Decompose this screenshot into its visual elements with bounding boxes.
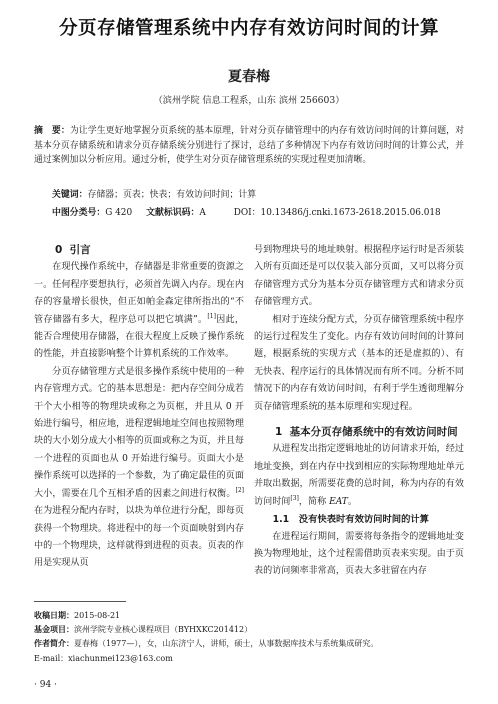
keywords: [52, 187, 256, 200]
paragraph-text: 从进程发出指定逻辑地址的访问请求开始，经过地址变换，到在内存中找到相应的实际物理地址单元并取出数据，所需要花费的总时间，称为内存的有效访问时间: [254, 444, 464, 507]
footnote-label: 基金项目：: [34, 625, 74, 635]
author-email: E-mail：xiachunmei123@163.com: [34, 653, 173, 663]
doi: DOI：10.13486/j.cnki.1673-2618.2015.06.018: [233, 208, 441, 218]
citation: [2]: [235, 486, 244, 494]
footnote-text: 夏春梅（1977—），女，山东济宁人，讲师，硕士，从事数据库技术与系统集成研究。: [74, 639, 379, 649]
doc-code-label: 文献标识码：: [146, 208, 200, 218]
section-number: 1: [275, 426, 283, 439]
doc-code: A: [199, 208, 206, 218]
right-column: [254, 242, 464, 581]
fund-info: [34, 623, 464, 637]
footnote-text: 滨州学院专业核心课程项目（BYHXKC201412）: [74, 625, 253, 635]
author-name: 夏春梅: [228, 69, 270, 85]
section-heading-1: [254, 424, 464, 441]
eat-symbol: EAT: [329, 496, 348, 507]
footnote-label: 作者简介：: [34, 639, 74, 649]
paragraph-text: 。: [347, 496, 357, 507]
keywords-label: 关键词：: [52, 190, 88, 200]
paragraph-text: 在为进程分配内存时，以块为单位进行分配，即每页获得一个物理块。将进程中的每一个页面映射到内存中的一个物理块，这样就得到进程的页表。页表的作用是实现从页: [34, 506, 244, 569]
page-number: · 94 ·: [34, 680, 57, 690]
received-date: [34, 609, 464, 623]
section-title: 基本分页存储系统中的有效访问时间: [289, 426, 458, 439]
footnote-divider: [34, 601, 126, 602]
classification-line: [52, 205, 441, 218]
paragraph-text: 因此，能否合理使用存储器，在很大程度上反映了操作系统的性能，并直接影响整个计算机系统的工作效率。: [34, 314, 244, 360]
paragraph: [34, 364, 244, 573]
section-number: 0: [55, 244, 63, 256]
paragraph: 相对于连续分配方式，分页存储管理系统中程序的运行过程发生了变化。内存有效访问时间的计算问题，根据系统的实现方式（基本的还是虚拟的）、有无快表、程序运行的具体情况而有所不同。分析不同情况下的内存有效访问时间，有利于学生透彻理解分页存储管理系统的基本原理和实现过程。: [254, 314, 464, 412]
subsection-number: 1.1: [272, 514, 290, 526]
left-column: [34, 242, 244, 573]
keywords-text: 存储器；页表；快表；有效访问时间；计算: [87, 190, 257, 200]
citation: [3]: [290, 494, 299, 502]
abstract-label: 摘 要：: [34, 126, 70, 136]
abstract: [34, 124, 464, 168]
paragraph-text: 在现代操作系统中，存储器是非常重要的资源之一。任何程序要想执行，必须首先调入内存。现在内存的容量增长很快，但正如帕金森定律所指出的“不管存储器有多大，程序总可以把它填满”。: [34, 262, 244, 325]
subsection-heading: [254, 511, 464, 528]
footnote-label: 收稿日期：: [34, 611, 74, 620]
section-heading-intro: [34, 242, 244, 259]
paragraph: [34, 259, 244, 363]
section-title: 引言: [69, 244, 91, 256]
article-title: 分页存储管理系统中内存有效访问时间的计算: [58, 18, 439, 39]
footnote-text: 2015-08-21: [74, 611, 121, 620]
subsection-title: 没有快表时有效访问时间的计算: [298, 514, 429, 526]
paragraph: [254, 441, 464, 511]
paragraph-text: 分页存储管理方式是很多操作系统中使用的一种内存管理方式。它的基本思想是：把内存空间分成若干个大小相等的物理块或称之为页框，并且从 0 开始进行编号，相应地，进程逻辑地址空间也按照物理块的大小划分成大小相等的页面或称之为页，并且每一个进程的页面也从 0 开始进行编号。页面大小是操作系统可以选择的一个参数，为了确定最佳的页面大小，需要在几个互相矛盾的因素之间进行权衡。: [34, 366, 244, 499]
paragraph: 在进程运行期间，需要将每条指令的逻辑地址变换为物理地址，这个过程需借助页表来实现。由于页表的访问频率非常高，页表大多驻留在内存: [254, 531, 464, 577]
clc-label: 中图分类号：: [52, 208, 106, 218]
author-bio: [34, 637, 464, 651]
author-affiliation: （滨州学院 信息工程系，山东 滨州 256603）: [153, 95, 345, 106]
abstract-text: 为让学生更好地掌握分页系统的基本原理，针对分页存储管理中的内存有效访问时间的计算问题，对基本分页存储系统和请求分页存储系统分别进行了探讨，总结了多种情况下内存有效访问时间的计算公式，并通过案例加以分析应用。通过分析，使学生对分页存储管理系统的实现过程更加清晰。: [34, 126, 464, 166]
paragraph: 号到物理块号的地址映射。根据程序运行时是否须装入所有页面还是可以仅装入部分页面，又可以将分页存储管理方式分为基本分页存储管理方式和请求分页存储管理方式。: [254, 245, 464, 308]
paragraph-text: ，简称: [298, 496, 330, 507]
footnotes: [34, 609, 464, 666]
citation: [1]: [207, 312, 216, 320]
clc-code: G 420: [105, 208, 133, 218]
